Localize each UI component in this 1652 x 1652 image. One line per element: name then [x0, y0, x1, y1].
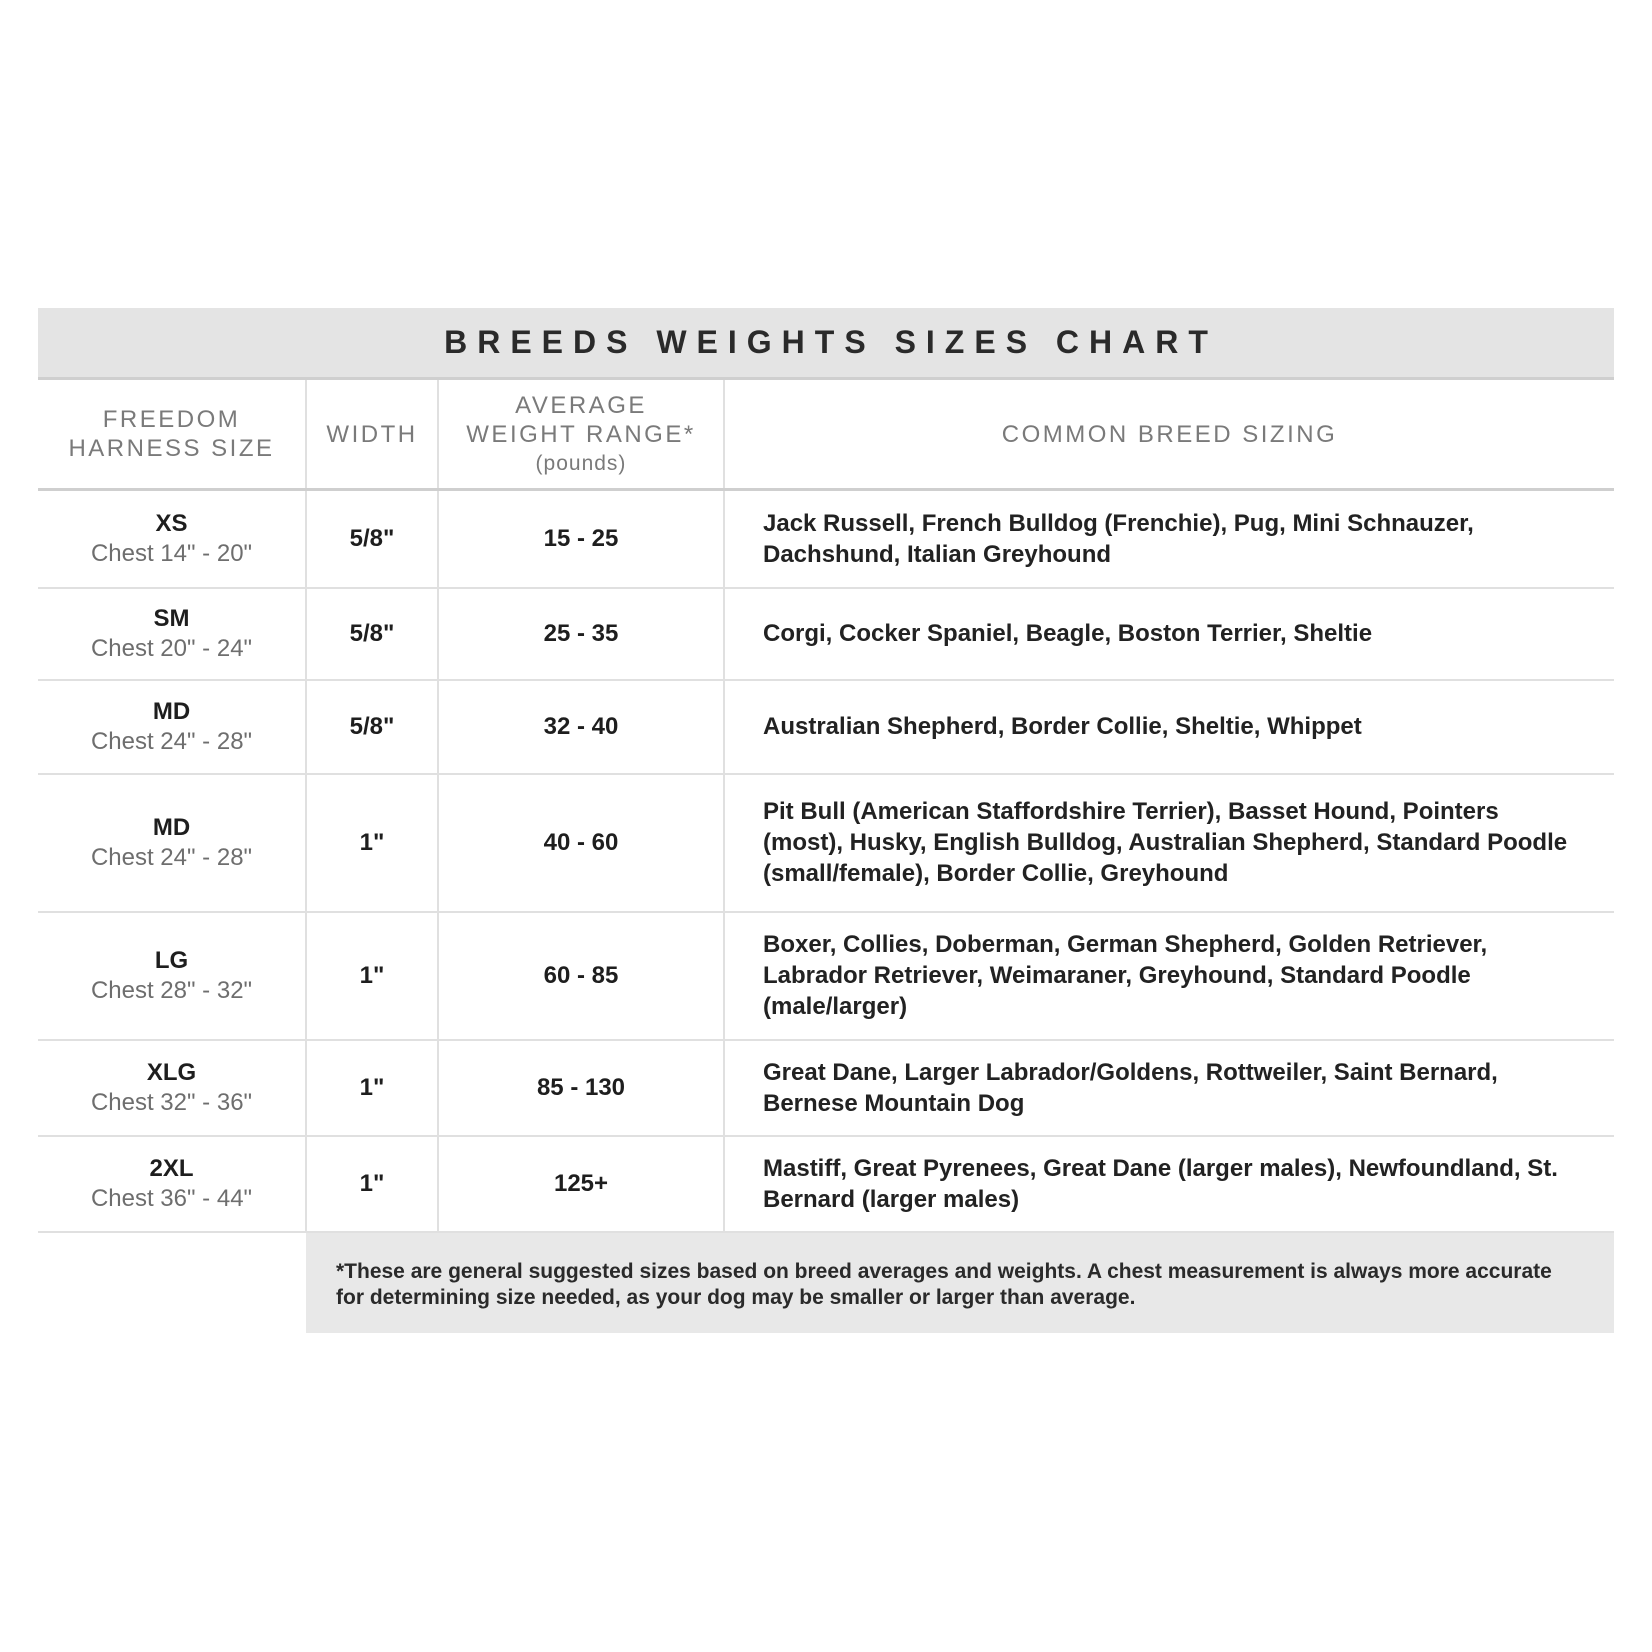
- header-harness-size-line1: FREEDOM: [102, 406, 241, 433]
- width-cell: 1": [306, 774, 438, 912]
- header-harness-size-line2: HARNESS SIZE: [68, 435, 275, 462]
- breeds-cell: Corgi, Cocker Spaniel, Beagle, Boston Terrier, Sheltie: [724, 588, 1614, 680]
- table-row: [38, 680, 1614, 774]
- breeds-cell: Jack Russell, French Bulldog (Frenchie), Pug, Mini Schnauzer, Dachshund, Italian Greyhound: [724, 490, 1614, 588]
- width-cell: 1": [306, 912, 438, 1040]
- size-chart: [38, 308, 1614, 1333]
- width-cell: 5/8": [306, 490, 438, 588]
- weight-cell: 32 - 40: [438, 680, 724, 774]
- breeds-cell: Great Dane, Larger Labrador/Goldens, Rottweiler, Saint Bernard, Bernese Mountain Dog: [724, 1040, 1614, 1136]
- size-code: SM: [153, 604, 190, 632]
- breeds-cell: Boxer, Collies, Doberman, German Shepherd, Golden Retriever, Labrador Retriever, Weimaraner, Greyhound, Standard Poodle (male/larger): [724, 912, 1614, 1040]
- breeds-cell: Pit Bull (American Staffordshire Terrier), Basset Hound, Pointers (most), Husky, English Bulldog, Australian Shepherd, Standard Poodle (small/female), Border Collie, Greyhound: [724, 774, 1614, 912]
- size-code: LG: [154, 946, 189, 974]
- width-cell: 5/8": [306, 588, 438, 680]
- breeds-cell: Mastiff, Great Pyrenees, Great Dane (larger males), Newfoundland, St. Bernard (larger males): [724, 1136, 1614, 1232]
- chest-range: Chest 24" - 28": [90, 727, 253, 755]
- size-cell: [38, 912, 306, 1040]
- weight-cell: 60 - 85: [438, 912, 724, 1040]
- size-cell: [38, 588, 306, 680]
- table-row: [38, 912, 1614, 1040]
- size-cell: [38, 774, 306, 912]
- chest-range: Chest 24" - 28": [90, 843, 253, 871]
- size-cell: [38, 680, 306, 774]
- size-table: [38, 380, 1614, 1233]
- header-breed-sizing: [724, 380, 1614, 490]
- width-cell: 1": [306, 1136, 438, 1232]
- header-width-label: WIDTH: [326, 420, 418, 448]
- width-cell: 5/8": [306, 680, 438, 774]
- chart-title-bar: [38, 308, 1614, 380]
- breeds-cell: Australian Shepherd, Border Collie, Sheltie, Whippet: [724, 680, 1614, 774]
- size-code: MD: [152, 813, 191, 841]
- table-row: [38, 774, 1614, 912]
- chest-range: Chest 28" - 32": [90, 976, 253, 1004]
- header-breed-sizing-label: COMMON BREED SIZING: [1001, 420, 1338, 448]
- size-cell: [38, 1136, 306, 1232]
- size-cell: [38, 490, 306, 588]
- header-harness-size: [38, 380, 306, 490]
- chest-range: Chest 32" - 36": [90, 1088, 253, 1116]
- weight-cell: 15 - 25: [438, 490, 724, 588]
- header-weight-range: [438, 380, 724, 490]
- table-row: [38, 490, 1614, 588]
- width-cell: 1": [306, 1040, 438, 1136]
- chest-range: Chest 14" - 20": [90, 539, 253, 567]
- chart-title: BREEDS WEIGHTS SIZES CHART: [444, 324, 1218, 360]
- weight-cell: 125+: [438, 1136, 724, 1232]
- size-cell: [38, 1040, 306, 1136]
- weight-cell: 25 - 35: [438, 588, 724, 680]
- size-code: XS: [155, 509, 188, 537]
- header-row: [38, 380, 1614, 490]
- table-row: [38, 1040, 1614, 1136]
- header-width: [306, 380, 438, 490]
- chest-range: Chest 36" - 44": [90, 1184, 253, 1212]
- size-code: XLG: [146, 1058, 197, 1086]
- weight-cell: 85 - 130: [438, 1040, 724, 1136]
- footnote: *These are general suggested sizes based on breed averages and weights. A chest measurement is always more accurate for determining size needed, as your dog may be smaller or larger than average.: [306, 1233, 1614, 1333]
- table-row: [38, 1136, 1614, 1232]
- chest-range: Chest 20" - 24": [90, 634, 253, 662]
- size-code: 2XL: [149, 1154, 194, 1182]
- header-weight-line2: WEIGHT RANGE*: [466, 420, 696, 448]
- table-row: [38, 588, 1614, 680]
- header-weight-line1: AVERAGE: [515, 391, 647, 419]
- size-code: MD: [152, 697, 191, 725]
- weight-cell: 40 - 60: [438, 774, 724, 912]
- header-weight-unit: (pounds): [535, 451, 627, 475]
